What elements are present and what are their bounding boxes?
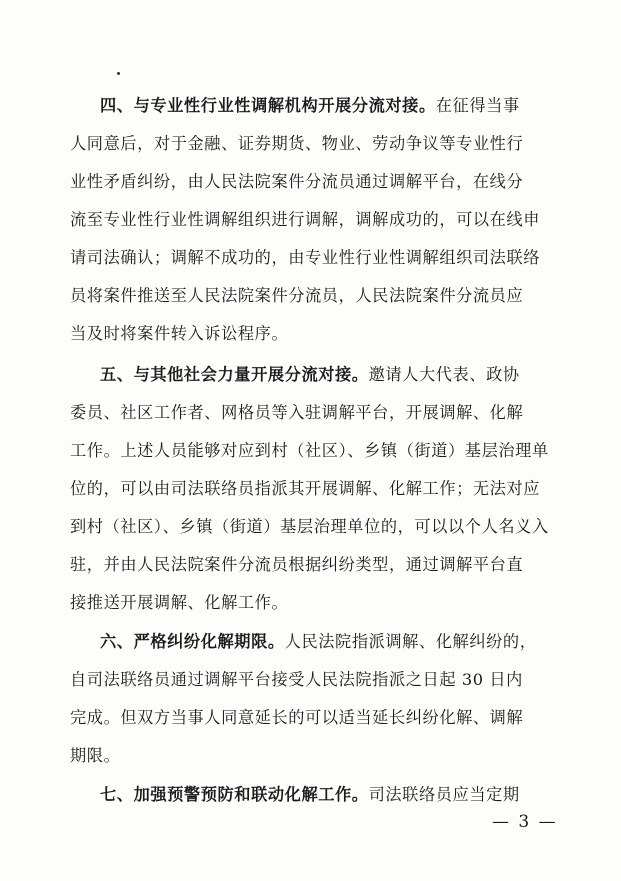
scan-speck (117, 72, 120, 75)
paragraph-line (70, 286, 550, 308)
paragraph-line (70, 134, 550, 156)
paragraph-line (100, 785, 550, 807)
paragraph-line (70, 517, 550, 539)
paragraph-line (70, 708, 550, 730)
paragraph-line (70, 555, 550, 577)
line-text: 员将案件推送至人民法院案件分流员，人民法院案件分流员应 (70, 286, 524, 305)
line-text: 到村（社区）、乡镇（街道）基层治理单位的，可以以个人名义入 (70, 517, 549, 536)
paragraph-line (70, 210, 550, 232)
line-text: 人民法院指派调解、化解纠纷的， (284, 632, 537, 651)
line-text: 请司法确认；调解不成功的，由专业性行业性调解组织司法联络 (70, 248, 541, 267)
paragraph-line (70, 403, 550, 425)
paragraph-line (70, 172, 550, 194)
line-text: 驻，并由人民法院案件分流员根据纠纷类型，通过调解平台直 (70, 555, 524, 574)
paragraph-line (70, 324, 550, 346)
paragraph-line (70, 593, 550, 615)
line-text: 委员、社区工作者、网格员等入驻调解平台，开展调解、化解 (70, 403, 524, 422)
line-text: 业性矛盾纠纷，由人民法院案件分流员通过调解平台，在线分 (70, 172, 524, 191)
line-text: 位的，可以由司法联络员指派其开展调解、化解工作；无法对应 (70, 479, 541, 498)
line-text: 在征得当事 (435, 96, 520, 115)
line-text: 当及时将案件转入诉讼程序。 (70, 324, 289, 343)
section-heading: 七、加强预警预防和联动化解工作。 (100, 785, 369, 804)
section-heading: 六、严格纠纷化解期限。 (100, 632, 285, 651)
section-heading: 四、与专业性行业性调解机构开展分流对接。 (100, 96, 436, 115)
paragraph-line (70, 248, 550, 270)
line-text: 自司法联络员通过调解平台接受人民法院指派之日起 30 日内 (70, 670, 523, 689)
paragraph-line (70, 746, 550, 768)
page-number: — 3 — (492, 812, 558, 832)
line-text: 期限。 (70, 746, 121, 765)
line-text: 邀请人大代表、政协 (368, 365, 520, 384)
line-text: 人同意后，对于金融、证券期货、物业、劳动争议等专业性行 (70, 134, 524, 153)
section-heading: 五、与其他社会力量开展分流对接。 (100, 365, 369, 384)
line-text: 工作。上述人员能够对应到村（社区）、乡镇（街道）基层治理单 (70, 441, 549, 460)
paragraph-line (100, 96, 550, 118)
line-text: 司法联络员应当定期 (368, 785, 520, 804)
line-text: 流至专业性行业性调解组织进行调解，调解成功的，可以在线申 (70, 210, 541, 229)
line-text: 接推送开展调解、化解工作。 (70, 593, 289, 612)
paragraph-line (70, 441, 550, 463)
paragraph-line (70, 479, 550, 501)
paragraph-line (70, 670, 550, 692)
paragraph-line (100, 632, 550, 654)
paragraph-line (100, 365, 550, 387)
line-text: 完成。但双方当事人同意延长的可以适当延长纠纷化解、调解 (70, 708, 524, 727)
